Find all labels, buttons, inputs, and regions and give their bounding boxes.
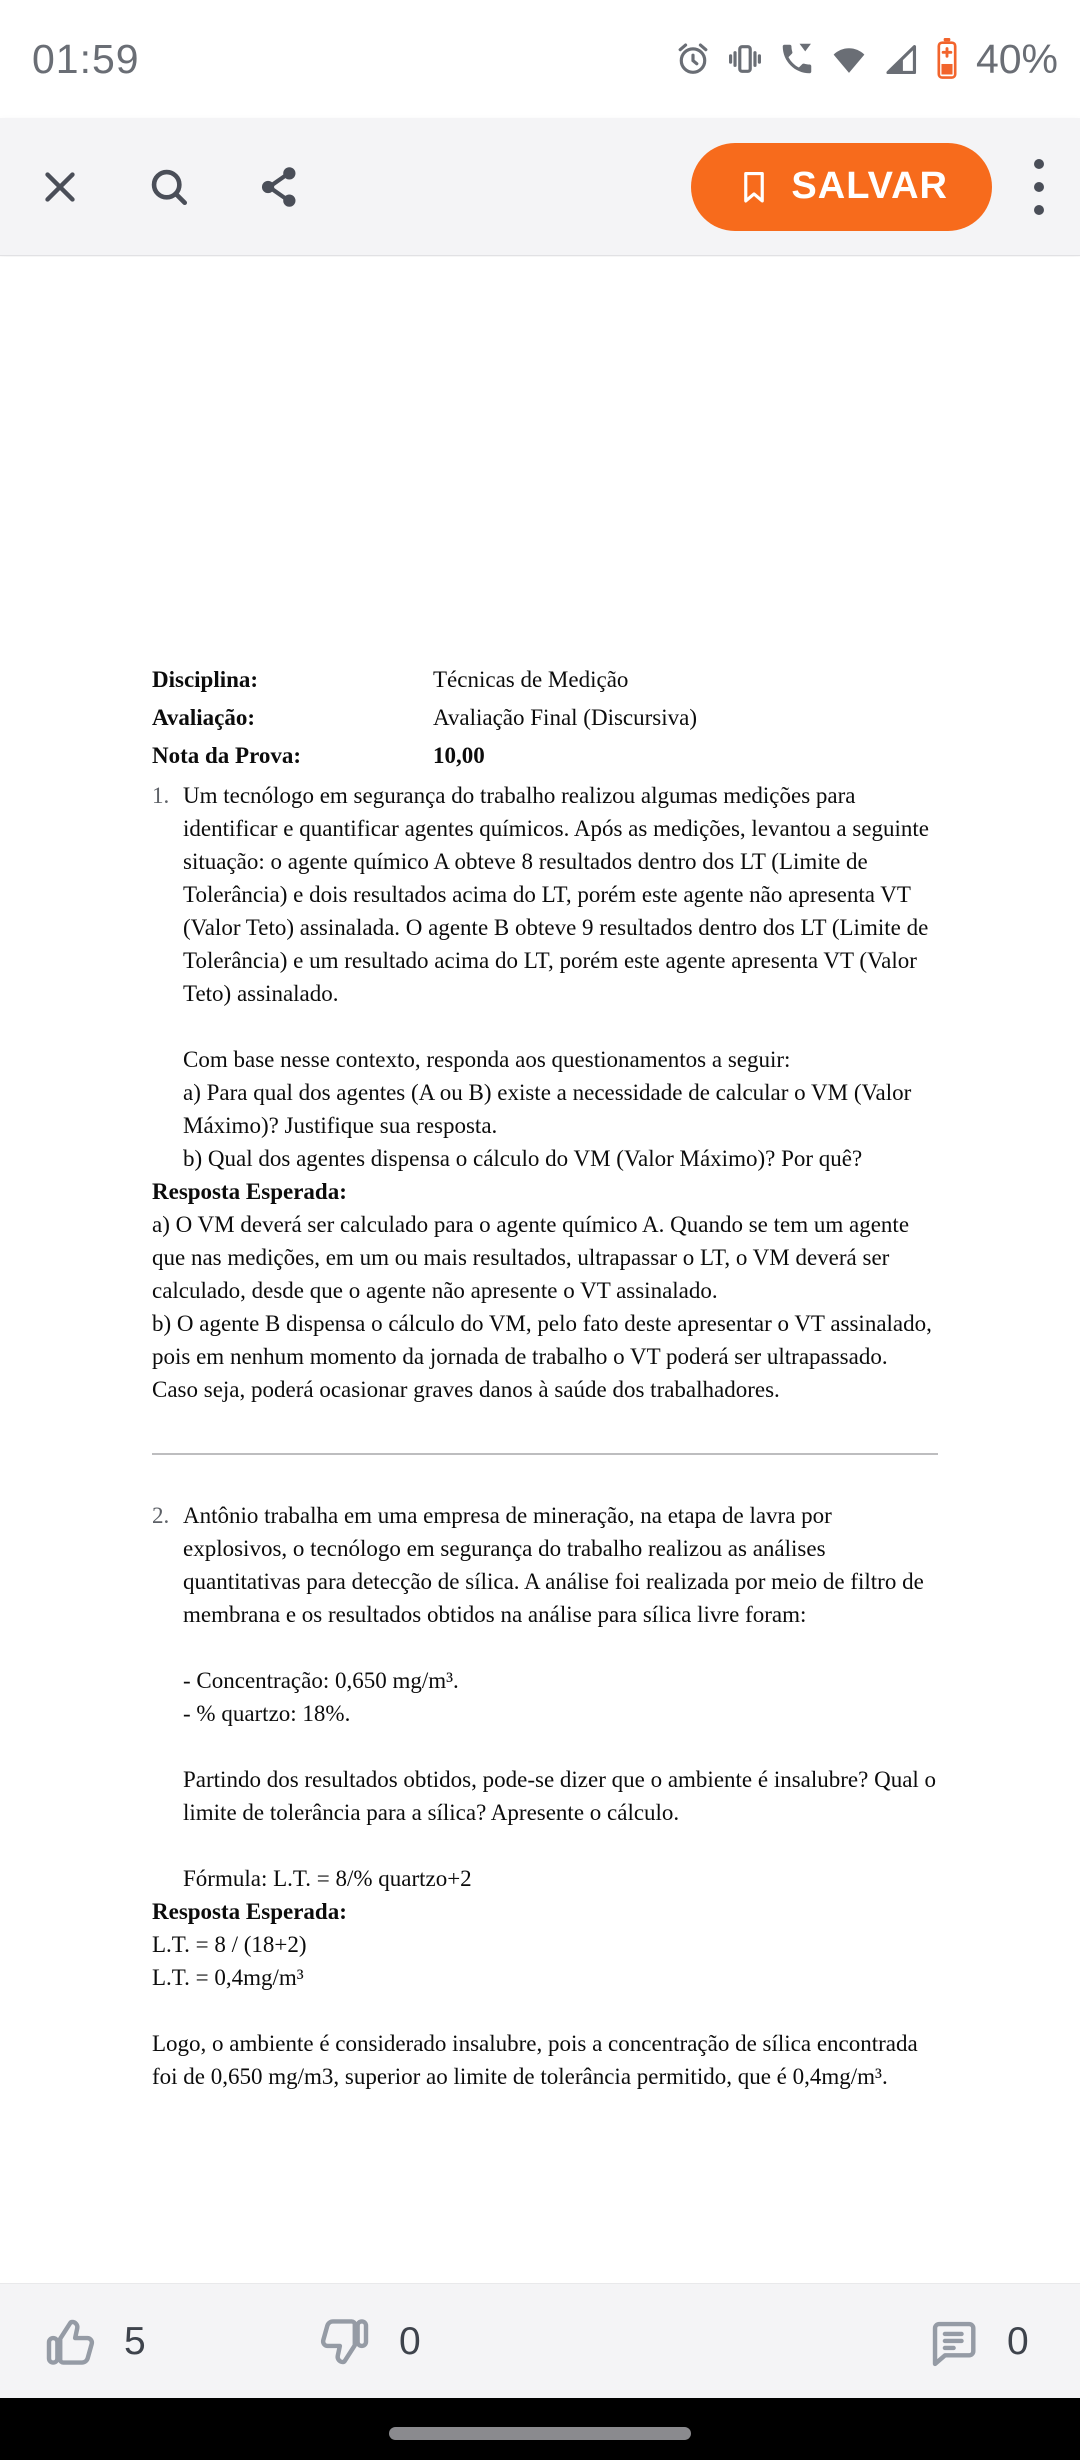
answer-heading: Resposta Esperada: [152, 1179, 347, 1204]
status-bar [0, 0, 1080, 118]
evaluation-label: Avaliação: [152, 705, 256, 730]
question-1-body [183, 779, 938, 1175]
search-icon [146, 164, 192, 210]
question-2-calc-2: L.T. = 0,4mg/m³ [152, 1965, 304, 1990]
search-button[interactable] [146, 164, 192, 210]
like-button[interactable] [42, 2284, 146, 2399]
battery-saver-icon [934, 38, 960, 80]
question-2-formula: Fórmula: L.T. = 8/% quartzo+2 [183, 1866, 472, 1891]
close-button[interactable] [38, 165, 82, 209]
share-icon [256, 164, 302, 210]
gesture-pill[interactable] [389, 2427, 691, 2440]
save-button-label: SALVAR [791, 165, 948, 207]
reactions-bar [0, 2283, 1080, 2399]
question-2-bullet-quartz: - % quartzo: 18%. [183, 1701, 351, 1726]
document-meta-row [152, 701, 938, 734]
question-2-bullet-concentration: - Concentração: 0,650 mg/m³. [183, 1668, 459, 1693]
dislike-count: 0 [399, 2319, 421, 2363]
status-icons [674, 36, 1058, 83]
grade-value: 10,00 [433, 743, 485, 768]
cell-signal-icon [882, 40, 920, 78]
overflow-menu-icon [1034, 159, 1044, 169]
question-1-item-b: b) Qual dos agentes dispensa o cálculo do VM (Valor Máximo)? Por quê? [183, 1146, 863, 1171]
vibrate-icon [726, 40, 764, 78]
question-1-answer-a: a) O VM deverá ser calculado para o agente químico A. Quando se tem um agente que nas medições, em um ou mais resultados, ultrapassar o LT, o VM deverá ser calculado, desde que o agente não apresente o VT assinalado. [152, 1212, 910, 1303]
section-divider [152, 1453, 938, 1455]
status-clock: 01:59 [32, 35, 140, 82]
bookmark-icon [735, 168, 773, 206]
missed-call-icon [778, 40, 816, 78]
android-navigation-bar [0, 2398, 1080, 2460]
overflow-menu-button[interactable] [1028, 153, 1050, 221]
wifi-icon [830, 40, 868, 78]
question-1 [152, 779, 938, 1175]
question-1-item-a: a) Para qual dos agentes (A ou B) existe a necessidade de calcular o VM (Valor Máximo)? Justifique sua resposta. [183, 1080, 912, 1138]
document-page[interactable] [0, 257, 1080, 2283]
question-2-calc-1: L.T. = 8 / (18+2) [152, 1932, 307, 1957]
question-1-statement: Um tecnólogo em segurança do trabalho realizou algumas medições para identificar e quantificar agentes químicos. Após as medições, levantou a seguinte situação: o agente químico A obteve 8 resultados dentro dos LT (Limite de Tolerância) e dois resultados acima do LT, porém este agente não apresenta VT (Valor Teto) assinalada. O agente B obteve 9 resultados dentro dos LT (Limite de Tolerância) e um resultado acima do LT, porém este agente apresenta VT (Valor Teto) assinalado. [183, 783, 929, 1006]
question-2-number: 2. [152, 1503, 170, 1528]
thumbs-down-icon [317, 2314, 373, 2370]
question-1-answer-b: b) O agente B dispensa o cálculo do VM, pelo fato deste apresentar o VT assinalado, pois em nenhum momento da jornada de trabalho o VT poderá ser ultrapassado. Caso seja, poderá ocasionar graves danos à saúde dos trabalhadores. [152, 1311, 932, 1402]
dislike-button[interactable] [317, 2284, 421, 2399]
question-1-number: 1. [152, 783, 170, 808]
question-2-question: Partindo dos resultados obtidos, pode-se dizer que o ambiente é insalubre? Qual o limite de tolerância para a sílica? Apresente o cálculo. [183, 1767, 937, 1825]
grade-label: Nota da Prova: [152, 743, 302, 768]
share-button[interactable] [256, 164, 302, 210]
evaluation-value: Avaliação Final (Discursiva) [433, 705, 697, 730]
question-2-body [183, 1499, 938, 1895]
close-icon [38, 165, 82, 209]
thumbs-up-icon [42, 2314, 98, 2370]
document-meta-row [152, 663, 938, 696]
like-count: 5 [124, 2319, 146, 2363]
question-2 [152, 1499, 938, 1895]
battery-percent: 40% [975, 35, 1058, 82]
discipline-label: Disciplina: [152, 667, 259, 692]
comment-icon [925, 2314, 981, 2370]
answer-heading: Resposta Esperada: [152, 1899, 347, 1924]
alarm-icon [674, 40, 712, 78]
save-button[interactable] [691, 143, 992, 231]
comments-button[interactable] [925, 2284, 1029, 2399]
question-2-conclusion: Logo, o ambiente é considerado insalubre, pois a concentração de sílica encontrada foi de 0,650 mg/m3, superior ao limite de tolerância permitido, que é 0,4mg/m³. [152, 2031, 918, 2089]
question-1-followup: Com base nesse contexto, responda aos questionamentos a seguir: [183, 1047, 791, 1072]
question-2-answer [152, 1895, 938, 2093]
question-1-answer [152, 1175, 938, 1406]
question-2-statement: Antônio trabalha em uma empresa de mineração, na etapa de lavra por explosivos, o tecnólogo em segurança do trabalho realizou as análises quantitativas para detecção de sílica. A análise foi realizada por meio de filtro de membrana e os resultados obtidos na análise para sílica livre foram: [183, 1503, 924, 1627]
discipline-value: Técnicas de Medição [433, 667, 629, 692]
reader-toolbar [0, 118, 1080, 256]
grade-row [152, 739, 938, 772]
comments-count: 0 [1007, 2319, 1029, 2363]
